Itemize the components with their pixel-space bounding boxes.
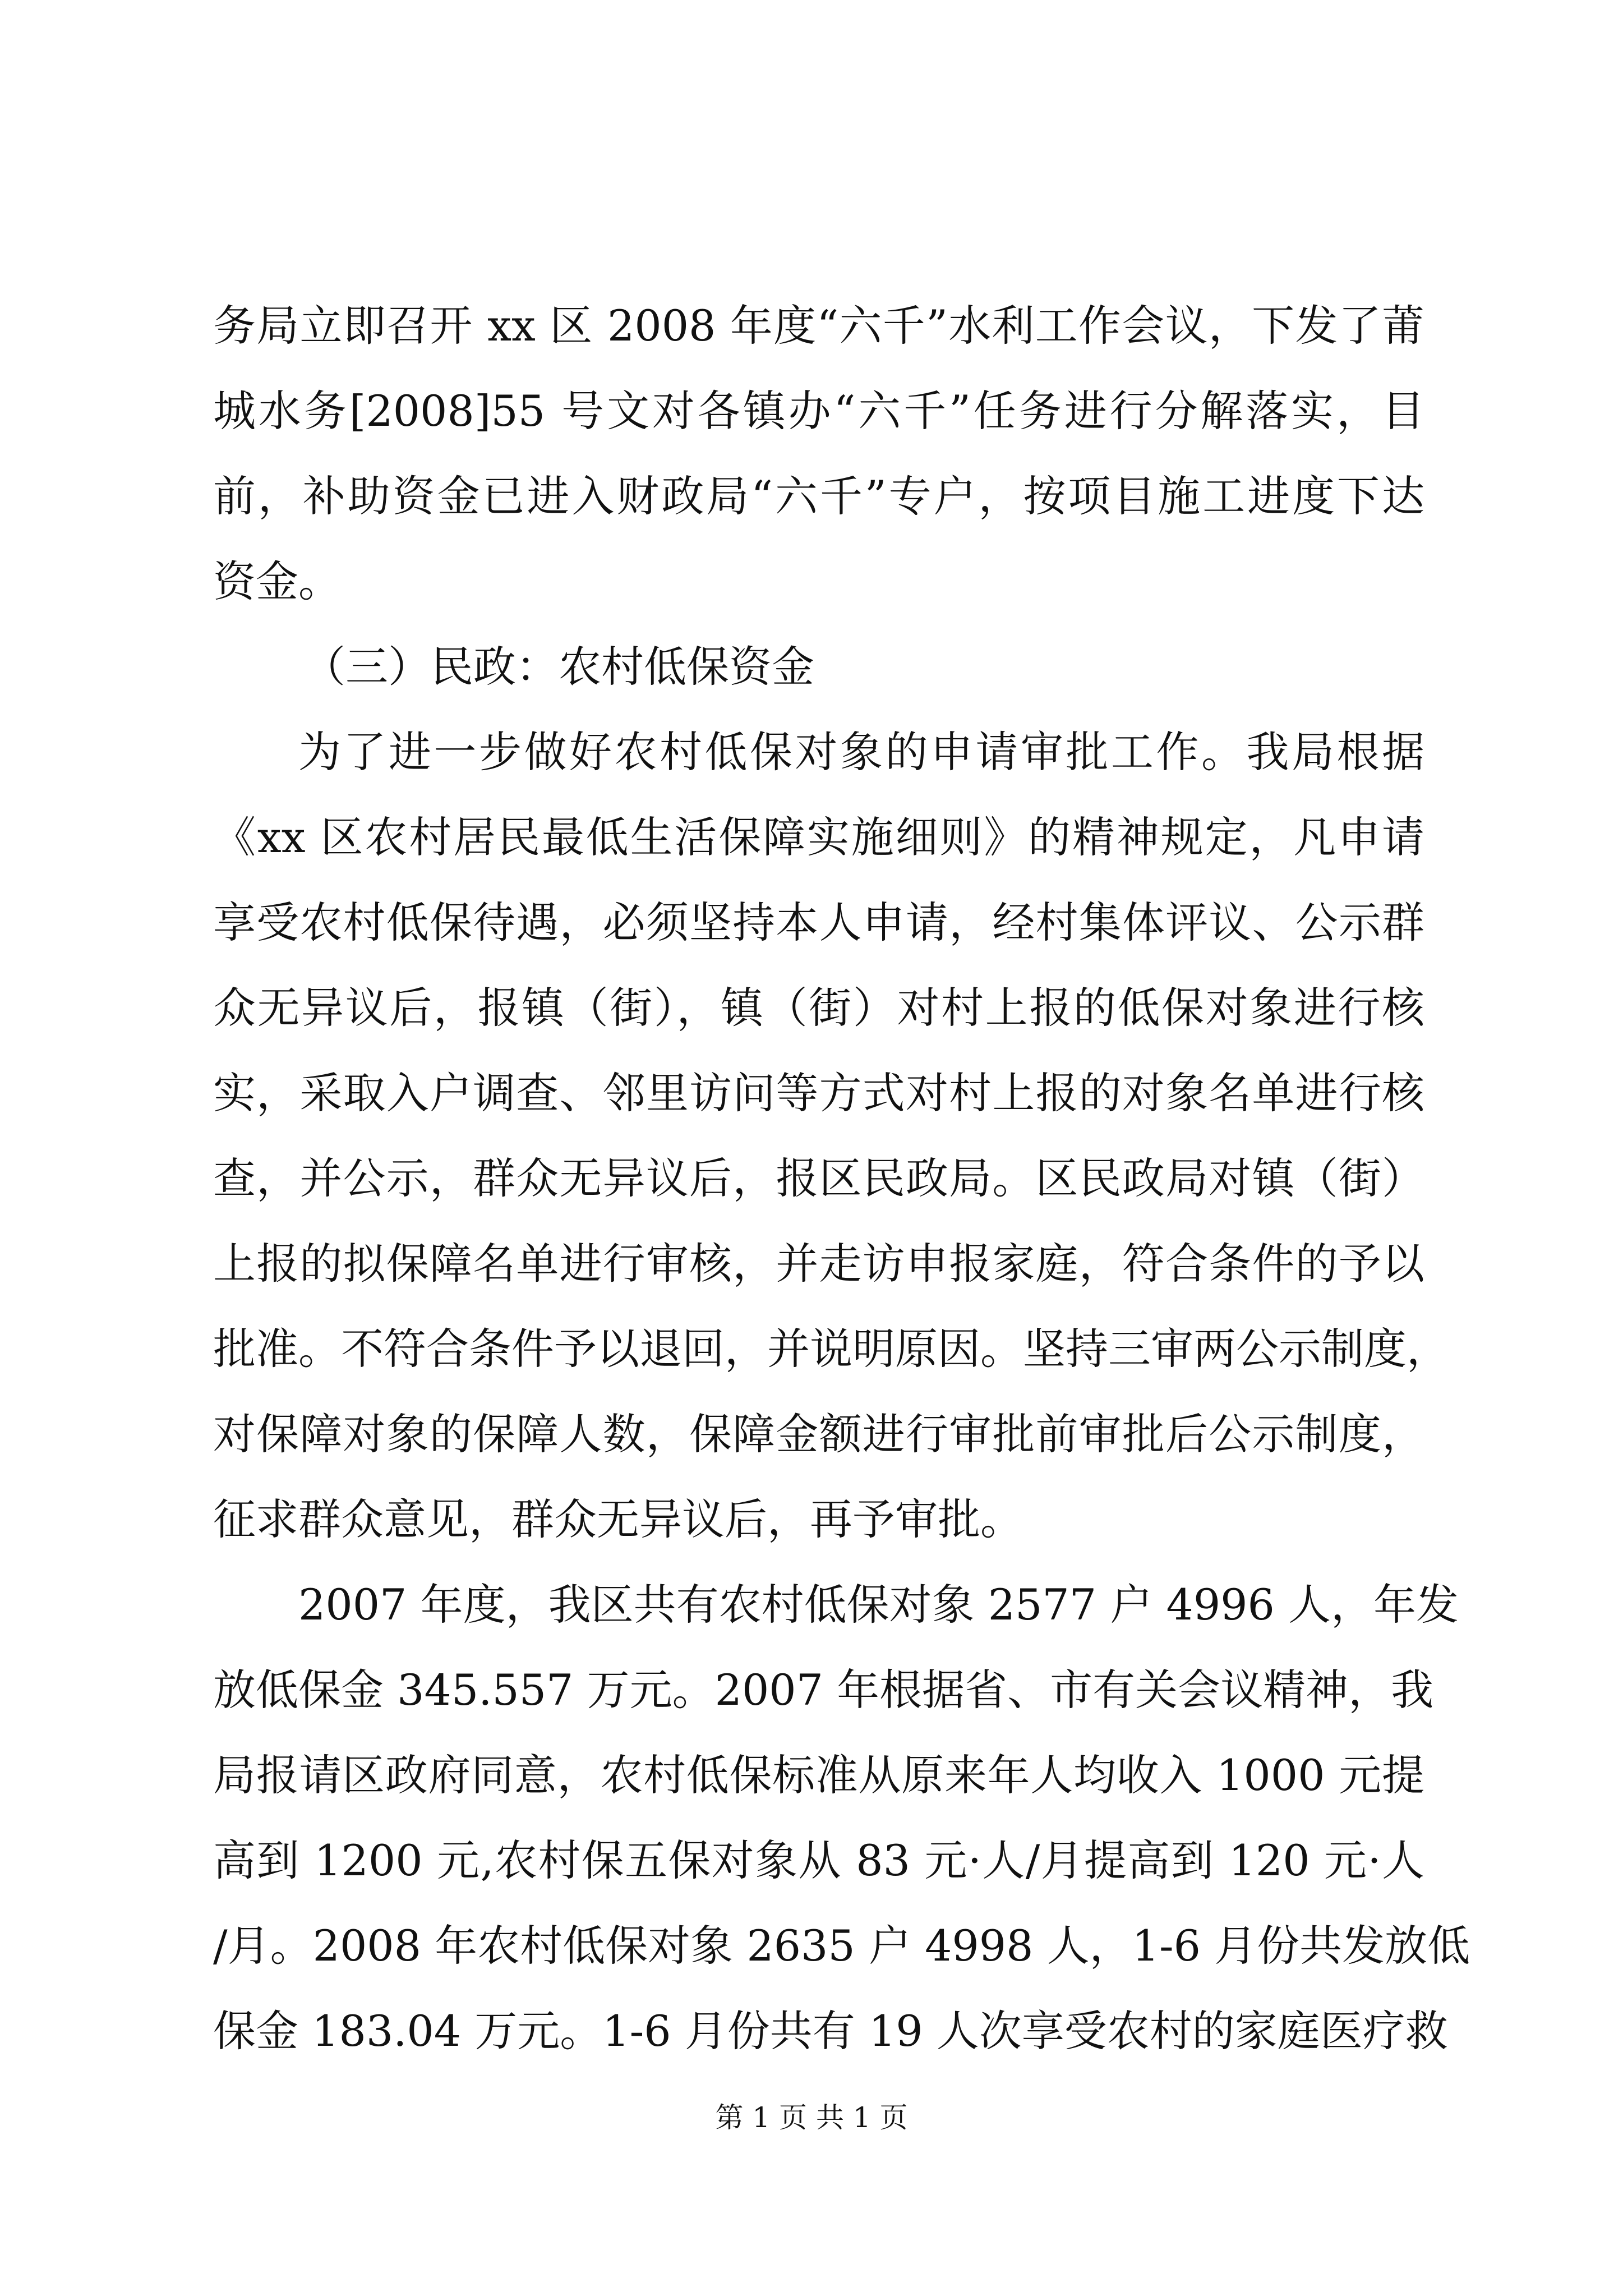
text-line: 放低保金 345.557 万元。2007 年根据省、市有关会议精神，我 bbox=[213, 1665, 1434, 1715]
document-body bbox=[213, 283, 1470, 2074]
text-line: 享受农村低保待遇，必须坚持本人申请，经村集体评议、公示群 bbox=[213, 898, 1424, 947]
text-line: 高到 1200 元,农村保五保对象从 83 元·人/月提高到 120 元·人 bbox=[213, 1835, 1424, 1885]
text-line: 前，补助资金已进入财政局“六千”专户，按项目施工进度下达 bbox=[213, 471, 1424, 521]
text-line: 众无异议后，报镇（街），镇（街）对村上报的低保对象进行核 bbox=[213, 983, 1424, 1033]
text-line: 2007 年度，我区共有农村低保对象 2577 户 4996 人，年发 bbox=[298, 1580, 1459, 1630]
text-line: 上报的拟保障名单进行审核，并走访申报家庭，符合条件的予以 bbox=[213, 1239, 1424, 1289]
text-line: 务局立即召开 xx 区 2008 年度“六千”水利工作会议，下发了莆 bbox=[213, 301, 1424, 351]
text-line: 保金 183.04 万元。1-6 月份共有 19 人次享受农村的家庭医疗救 bbox=[213, 2006, 1448, 2056]
text-line: 资金。 bbox=[213, 556, 341, 606]
text-line: 局报请区政府同意，农村低保标准从原来年人均收入 1000 元提 bbox=[213, 1750, 1424, 1800]
text-line: /月。2008 年农村低保对象 2635 户 4998 人，1-6 月份共发放低 bbox=[213, 1921, 1470, 1971]
text-line: 实，采取入户调查、邻里访问等方式对村上报的对象名单进行核 bbox=[213, 1068, 1424, 1118]
text-line: 批准。不符合条件予以退回，并说明原因。坚持三审两公示制度， bbox=[213, 1324, 1449, 1374]
text-line: 《xx 区农村居民最低生活保障实施细则》的精神规定，凡申请 bbox=[213, 812, 1424, 862]
text-line: 为了进一步做好农村低保对象的申请审批工作。我局根据 bbox=[298, 727, 1424, 777]
page-footer: 第 1 页 共 1 页 bbox=[715, 2101, 908, 2134]
section-heading: （三）民政：农村低保资金 bbox=[303, 642, 814, 692]
text-line: 城水务[2008]55 号文对各镇办“六千”任务进行分解落实，目 bbox=[213, 386, 1424, 436]
text-line: 查，并公示，群众无异议后，报区民政局。区民政局对镇（街） bbox=[213, 1153, 1424, 1203]
text-line: 征求群众意见，群众无异议后，再予审批。 bbox=[213, 1494, 1023, 1544]
text-line: 对保障对象的保障人数，保障金额进行审批前审批后公示制度， bbox=[213, 1409, 1424, 1459]
